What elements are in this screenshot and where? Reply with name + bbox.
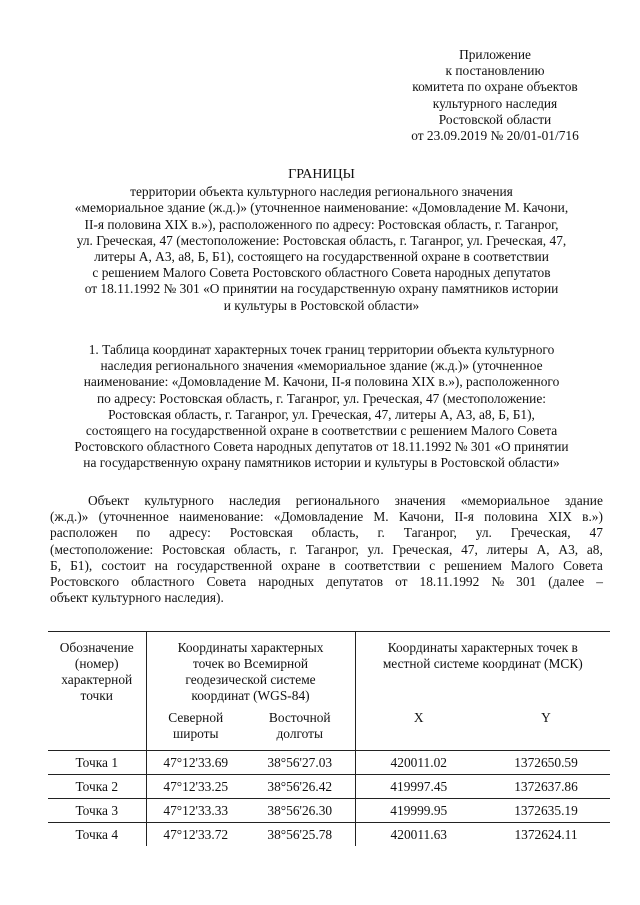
paragraph-word: – bbox=[596, 574, 603, 590]
paragraph-word: значения bbox=[394, 493, 446, 508]
paragraph-word: (ж.д.)» bbox=[50, 509, 89, 525]
col-header-msk: Координаты характерных точек в местной системе координат (МСК) bbox=[355, 632, 610, 705]
title-line: от 18.11.1992 № 301 «О принятии на государственную охрану памятников истории bbox=[84, 281, 559, 297]
paragraph-word: литеры bbox=[486, 541, 528, 557]
paragraph-word: область, bbox=[233, 541, 281, 557]
sub-header-y: Y bbox=[541, 710, 551, 725]
sub-header-lat: Северной широты bbox=[168, 710, 224, 741]
paragraph-word: Совета bbox=[206, 574, 247, 590]
paragraph-word: Б1), bbox=[70, 557, 93, 573]
paragraph-word: область, bbox=[311, 525, 359, 541]
paragraph-word: г. bbox=[377, 525, 385, 541]
paragraph-word: «Домовладение bbox=[273, 509, 364, 525]
cell-y: 1372624.11 bbox=[482, 823, 610, 847]
cell-point: Точка 2 bbox=[48, 775, 146, 799]
title-line: II-я половина XIX в.»), расположенного по адресу: Ростовская область, г. Таганрог, bbox=[84, 216, 559, 232]
paragraph-word: № bbox=[491, 574, 505, 590]
paragraph-word: Греческая, bbox=[510, 525, 571, 541]
cell-x: 420011.63 bbox=[355, 823, 482, 847]
title-line: ул. Греческая, 47 (местоположение: Ростовская область, г. Таганрог, ул. Греческая, 47, bbox=[76, 232, 567, 248]
paragraph-word: Малого bbox=[510, 557, 555, 573]
body-paragraph bbox=[50, 493, 603, 606]
paragraph-word: соответствии bbox=[344, 557, 421, 573]
table-row bbox=[48, 751, 610, 775]
appendix-line: комитета по охране объектов bbox=[412, 79, 578, 95]
paragraph-word: депутатов bbox=[326, 574, 384, 590]
cell-lon: 38°56'26.42 bbox=[245, 775, 355, 799]
paragraph-word: а8, bbox=[586, 541, 603, 557]
cell-y: 1372637.86 bbox=[482, 775, 610, 799]
cell-point: Точка 1 bbox=[48, 751, 146, 775]
paragraph-line bbox=[50, 558, 603, 574]
appendix-block bbox=[390, 47, 600, 144]
paragraph-word: народных bbox=[258, 574, 315, 590]
cell-lon: 38°56'25.78 bbox=[245, 823, 355, 847]
table-row bbox=[48, 799, 610, 823]
paragraph-word: Таганрог, bbox=[403, 525, 457, 541]
paragraph-word: М. bbox=[373, 509, 389, 525]
appendix-line: культурного наследия bbox=[432, 95, 558, 111]
paragraph-word: XIX bbox=[548, 509, 572, 525]
table-row bbox=[48, 775, 610, 799]
paragraph-word: половина bbox=[484, 509, 538, 525]
paragraph-word: II-я bbox=[454, 509, 474, 525]
paragraph-word: наследия bbox=[228, 493, 281, 508]
paragraph-word: 18.11.1992 bbox=[419, 574, 480, 590]
title-line: «мемориальное здание (ж.д.)» (уточненное наименование: «Домовладение М. Качони, bbox=[74, 200, 569, 216]
coordinates-table bbox=[48, 631, 610, 846]
paragraph-word: (далее bbox=[548, 574, 585, 590]
paragraph-word: Греческая, bbox=[392, 541, 453, 557]
paragraph-word: А3, bbox=[558, 541, 579, 557]
paragraph-word: «мемориальное bbox=[460, 493, 550, 508]
paragraph-word: Объект bbox=[88, 493, 130, 508]
paragraph-line bbox=[50, 574, 603, 590]
col-header-designation: Обозначение (номер) характерной точки bbox=[48, 632, 146, 751]
paragraph-word: в bbox=[329, 557, 336, 573]
paragraph-word: ул. bbox=[475, 525, 492, 541]
title-block bbox=[40, 167, 603, 314]
section-line: Ростовская область, г. Таганрог, ул. Греческая, 47, литеры А, А3, а8, Б, Б1), bbox=[108, 406, 535, 422]
section-line: 1. Таблица координат характерных точек границ территории объекта культурного bbox=[88, 342, 555, 357]
paragraph-word: регионального bbox=[295, 493, 380, 508]
paragraph-word: Ростовская bbox=[162, 541, 226, 557]
col-header-wgs: Координаты характерных точек во Всемирной геодезической системе координат (WGS-84) bbox=[146, 632, 355, 705]
title-line: с решением Малого Совета Ростовского областного Совета народных депутатов bbox=[92, 265, 551, 281]
section-line: на государственную охрану памятников истории и культуры в Ростовской области» bbox=[83, 455, 560, 471]
paragraph-word: (местоположение: bbox=[50, 541, 154, 557]
table-row bbox=[48, 823, 610, 847]
paragraph-word: на bbox=[154, 557, 168, 573]
paragraph-line bbox=[50, 525, 603, 541]
cell-y: 1372635.19 bbox=[482, 799, 610, 823]
paragraph-word: здание bbox=[564, 493, 603, 508]
cell-lat: 47°12'33.25 bbox=[146, 775, 245, 799]
paragraph-word: охране bbox=[281, 557, 321, 573]
coordinates-table-wrap bbox=[48, 631, 610, 846]
paragraph-word: 47 bbox=[589, 525, 603, 541]
paragraph-word: (уточненное bbox=[98, 509, 169, 525]
paragraph-word: А, bbox=[536, 541, 550, 557]
paragraph-line bbox=[50, 493, 603, 509]
paragraph-line bbox=[50, 509, 603, 525]
paragraph-line bbox=[50, 542, 603, 558]
cell-x: 419999.95 bbox=[355, 799, 482, 823]
paragraph-word: Ростовская bbox=[229, 525, 293, 541]
section-line: Ростовского областного Совета народных депутатов от 18.11.1992 № 301 «О принятии bbox=[74, 439, 569, 455]
cell-point: Точка 4 bbox=[48, 823, 146, 847]
paragraph-word: областного bbox=[131, 574, 195, 590]
section-line: состоящего на государственной охране в соответствии с решением Малого Совета bbox=[85, 423, 558, 439]
paragraph-word: ул. bbox=[367, 541, 384, 557]
cell-lat: 47°12'33.69 bbox=[146, 751, 245, 775]
title-line: литеры А, А3, а8, Б, Б1), состоящего на государственной охране в соответствии bbox=[94, 249, 549, 265]
cell-x: 420011.02 bbox=[355, 751, 482, 775]
paragraph-word: культурного bbox=[144, 493, 214, 508]
document-heading: ГРАНИЦЫ bbox=[288, 167, 355, 182]
cell-y: 1372650.59 bbox=[482, 751, 610, 775]
cell-lat: 47°12'33.72 bbox=[146, 823, 245, 847]
paragraph-word: объект культурного наследия). bbox=[50, 590, 224, 606]
paragraph-word: решением bbox=[444, 557, 502, 573]
appendix-line: Приложение bbox=[459, 47, 531, 62]
paragraph-word: наименование: bbox=[179, 509, 264, 525]
section-line: наименование: «Домовладение М. Качони, II-я половина XIX в.»), расположенного bbox=[83, 374, 560, 390]
sub-header-lon: Восточной долготы bbox=[245, 704, 355, 751]
paragraph-word: в.») bbox=[582, 509, 603, 525]
sub-header-x: X bbox=[413, 710, 424, 725]
cell-lat: 47°12'33.33 bbox=[146, 799, 245, 823]
paragraph-word: 47, bbox=[461, 541, 478, 557]
appendix-line: Ростовской области bbox=[438, 111, 552, 127]
section-heading bbox=[40, 342, 603, 472]
appendix-line: к постановлению bbox=[445, 63, 545, 79]
cell-lon: 38°56'27.03 bbox=[245, 751, 355, 775]
paragraph-word: с bbox=[429, 557, 436, 573]
paragraph-word: Таганрог, bbox=[305, 541, 359, 557]
paragraph-word: расположен bbox=[50, 525, 118, 541]
paragraph-word: Б, bbox=[50, 557, 62, 573]
paragraph-word: по bbox=[136, 525, 151, 541]
title-line: территории объекта культурного наследия регионального значения bbox=[130, 184, 513, 200]
paragraph-word: г. bbox=[289, 541, 297, 557]
paragraph-word: Качони, bbox=[398, 509, 445, 525]
paragraph-word: 301 bbox=[516, 574, 537, 590]
paragraph-word: адресу: bbox=[169, 525, 211, 541]
paragraph-word: Совета bbox=[563, 557, 603, 573]
paragraph-word: Ростовского bbox=[50, 574, 120, 590]
paragraph-word: от bbox=[395, 574, 408, 590]
paragraph-line bbox=[50, 590, 603, 606]
section-line: по адресу: Ростовская область, г. Таганрог, ул. Греческая, 47 (местоположение: bbox=[97, 390, 546, 406]
cell-point: Точка 3 bbox=[48, 799, 146, 823]
title-line: и культуры в Ростовской области» bbox=[223, 297, 420, 313]
paragraph-word: состоит bbox=[101, 557, 146, 573]
cell-x: 419997.45 bbox=[355, 775, 482, 799]
cell-lon: 38°56'26.30 bbox=[245, 799, 355, 823]
section-line: наследия регионального значения «мемориальное здание (ж.д.)» (уточненное bbox=[100, 358, 543, 374]
paragraph-word: государственной bbox=[176, 557, 273, 573]
appendix-line: от 23.09.2019 № 20/01-01/716 bbox=[411, 128, 579, 144]
